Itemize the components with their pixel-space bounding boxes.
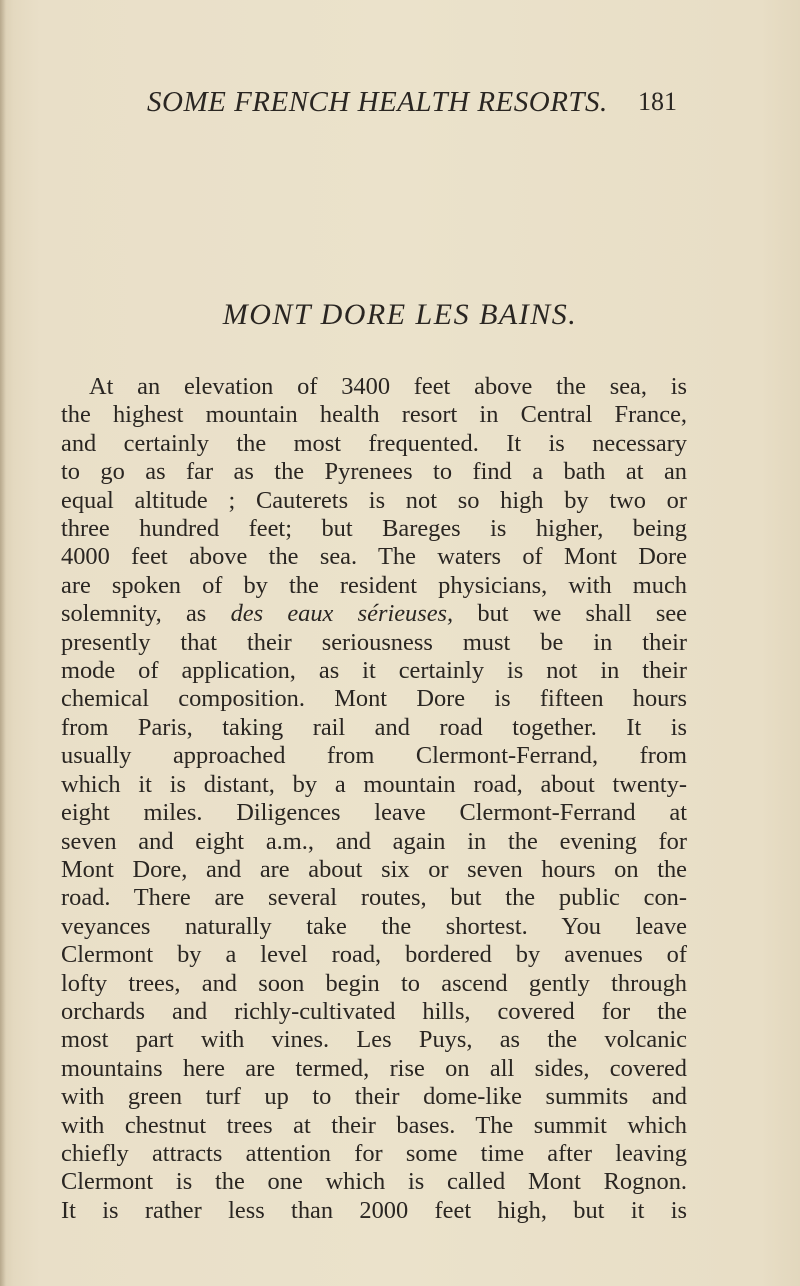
text-line: with green turf up to their dome-like summits and xyxy=(61,1083,687,1111)
text-line: chemical composition. Mont Dore is fifteen hours xyxy=(61,685,687,713)
text-line: Clermont by a level road, bordered by avenues of xyxy=(61,941,687,969)
text-line: It is rather less than 2000 feet high, but it is xyxy=(61,1196,687,1224)
text-line: lofty trees, and soon begin to ascend gently through xyxy=(61,969,687,997)
text-segment: solemnity, as xyxy=(61,600,231,628)
text-line: road. There are several routes, but the public con- xyxy=(61,884,687,912)
text-line: Clermont is the one which is called Mont Rognon. xyxy=(61,1168,687,1196)
italic-phrase: des eaux sérieuses, xyxy=(230,600,454,628)
text-line: eight miles. Diligences leave Clermont-Ferrand at xyxy=(61,799,687,827)
text-line: the highest mountain health resort in Central France, xyxy=(61,401,687,429)
text-line: seven and eight a.m., and again in the evening for xyxy=(61,827,687,855)
text-line: mode of application, as it certainly is not in their xyxy=(61,657,687,685)
running-head xyxy=(147,82,677,122)
chapter-title: MONT DORE LES BAINS. xyxy=(222,298,578,331)
text-line: equal altitude ; Cauterets is not so high by two or xyxy=(61,486,687,514)
text-line: to go as far as the Pyrenees to find a bath at an xyxy=(61,458,687,486)
text-line: 4000 feet above the sea. The waters of Mont Dore xyxy=(61,543,687,571)
text-line: presently that their seriousness must be in their xyxy=(61,628,687,656)
spine-shadow xyxy=(0,0,6,1286)
text-line: usually approached from Clermont-Ferrand, from xyxy=(61,742,687,770)
text-line: mountains here are termed, rise on all sides, covered xyxy=(61,1054,687,1082)
text-line: most part with vines. Les Puys, as the volcanic xyxy=(61,1026,687,1054)
page-number: 181 xyxy=(638,87,677,116)
text-line: Mont Dore, and are about six or seven hours on the xyxy=(61,855,687,883)
text-line: which it is distant, by a mountain road, about twenty- xyxy=(61,770,687,798)
text-line: from Paris, taking rail and road together. It is xyxy=(61,713,687,741)
text-line: are spoken of by the resident physicians, with much xyxy=(61,571,687,599)
text-line: with chestnut trees at their bases. The summit which xyxy=(61,1111,687,1139)
text-line: and certainly the most frequented. It is necessary xyxy=(61,429,687,457)
text-line: veyances naturally take the shortest. You leave xyxy=(61,912,687,940)
text-segment: but we shall see xyxy=(453,600,688,628)
text-line: At an elevation of 3400 feet above the sea, is xyxy=(89,373,687,400)
text-line: three hundred feet; but Bareges is higher, being xyxy=(61,515,687,543)
text-line: orchards and richly-cultivated hills, covered for the xyxy=(61,997,687,1025)
text-line: chiefly attracts attention for some time after leaving xyxy=(61,1139,687,1167)
text-line xyxy=(61,600,687,628)
running-title: SOME FRENCH HEALTH RESORTS. xyxy=(147,86,608,118)
body-text xyxy=(61,373,687,1225)
